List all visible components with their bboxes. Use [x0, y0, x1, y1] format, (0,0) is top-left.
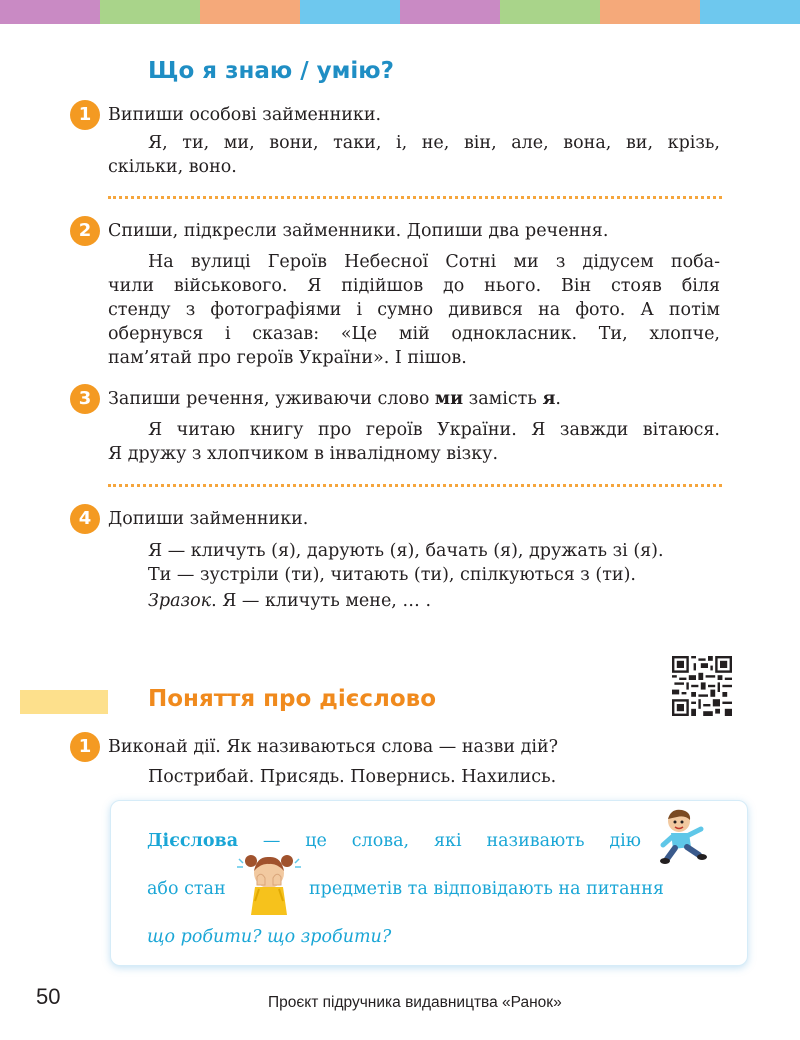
task-text-line: Я дружу з хлопчиком в інвалідному візку.	[108, 444, 499, 464]
color-segment	[200, 0, 300, 24]
task-instruction: Спиши, підкресли займенники. Допиши два речення.	[108, 221, 609, 241]
rule-term: Дієслова	[147, 831, 239, 851]
task-text-line: пам’ятай про героїв України». І пішов.	[108, 348, 467, 368]
task-number-badge: 4	[70, 504, 100, 534]
task-number-badge: 1	[70, 732, 100, 762]
rule-line: предметів та відповідають на питання	[309, 879, 664, 899]
section-marker-strip	[20, 690, 108, 714]
instruction-keyword: ми	[434, 389, 464, 409]
dotted-divider	[108, 196, 722, 199]
instruction-keyword: я	[542, 389, 556, 409]
task-instruction: Випиши особові займенники.	[108, 105, 382, 125]
color-segment	[300, 0, 400, 24]
rule-text: — це слова, які називають дію	[238, 831, 641, 851]
task-text-line: стенду з фотографіями і сумно дивився на фото. А потім	[108, 300, 720, 320]
instruction-text: .	[555, 389, 561, 409]
footer-text: Проєкт підручника видавництва «Ранок»	[268, 994, 562, 1011]
color-segment	[700, 0, 800, 24]
sample-text: . Я — кличуть мене, … .	[211, 591, 432, 611]
task-text-line: скільки, воно.	[108, 157, 237, 177]
qr-code-icon[interactable]	[672, 656, 732, 716]
color-segment	[400, 0, 500, 24]
color-segment	[600, 0, 700, 24]
task-text-line: Я — кличуть (я), дарують (я), бачать (я), дружать зі (я).	[148, 541, 664, 561]
task-text-line: Пострибай. Присядь. Повернись. Нахились.	[148, 767, 557, 787]
page-number: 50	[36, 984, 61, 1009]
task-text-line: чили військового. Я підійшов до нього. Він стояв біля	[108, 276, 720, 296]
dotted-divider	[108, 484, 722, 487]
task-text-line: обернувся і сказав: «Це мій однокласник. Ти, хлопче,	[108, 324, 720, 344]
instruction-text: замість	[463, 389, 543, 409]
rule-questions: що робити? що зробити?	[147, 927, 392, 947]
rule-line	[147, 831, 641, 851]
color-segment	[100, 0, 200, 24]
top-color-bar	[0, 0, 800, 24]
rule-line: або стан	[147, 879, 226, 899]
section-heading: Поняття про дієслово	[148, 686, 437, 712]
task-instruction	[108, 387, 561, 411]
running-boy-icon	[659, 807, 709, 867]
task-text-line: Я читаю книгу про героїв України. Я завжди вітаюся.	[148, 420, 720, 440]
color-segment	[500, 0, 600, 24]
task-number-badge: 2	[70, 216, 100, 246]
color-segment	[0, 0, 100, 24]
task-text-line: Ти — зустріли (ти), читають (ти), спілкуються з (ти).	[148, 565, 636, 585]
task-text-line: Я, ти, ми, вони, таки, і, не, він, але, вона, ви, крізь,	[148, 133, 720, 153]
crying-girl-icon	[237, 851, 301, 917]
task-number-badge: 1	[70, 100, 100, 130]
instruction-text: Запиши речення, уживаючи слово	[108, 389, 435, 409]
sample-label: Зразок	[148, 591, 212, 611]
sample-line	[148, 589, 431, 613]
task-instruction: Допиши займенники.	[108, 509, 309, 529]
section-heading: Що я знаю / умію?	[148, 58, 395, 84]
task-number-badge: 3	[70, 384, 100, 414]
rule-box	[110, 800, 748, 966]
rule-line	[147, 927, 391, 947]
task-instruction: Виконай дії. Як називаються слова — назви дій?	[108, 737, 558, 757]
task-text-line: На вулиці Героїв Небесної Сотні ми з дідусем поба-	[148, 252, 720, 272]
